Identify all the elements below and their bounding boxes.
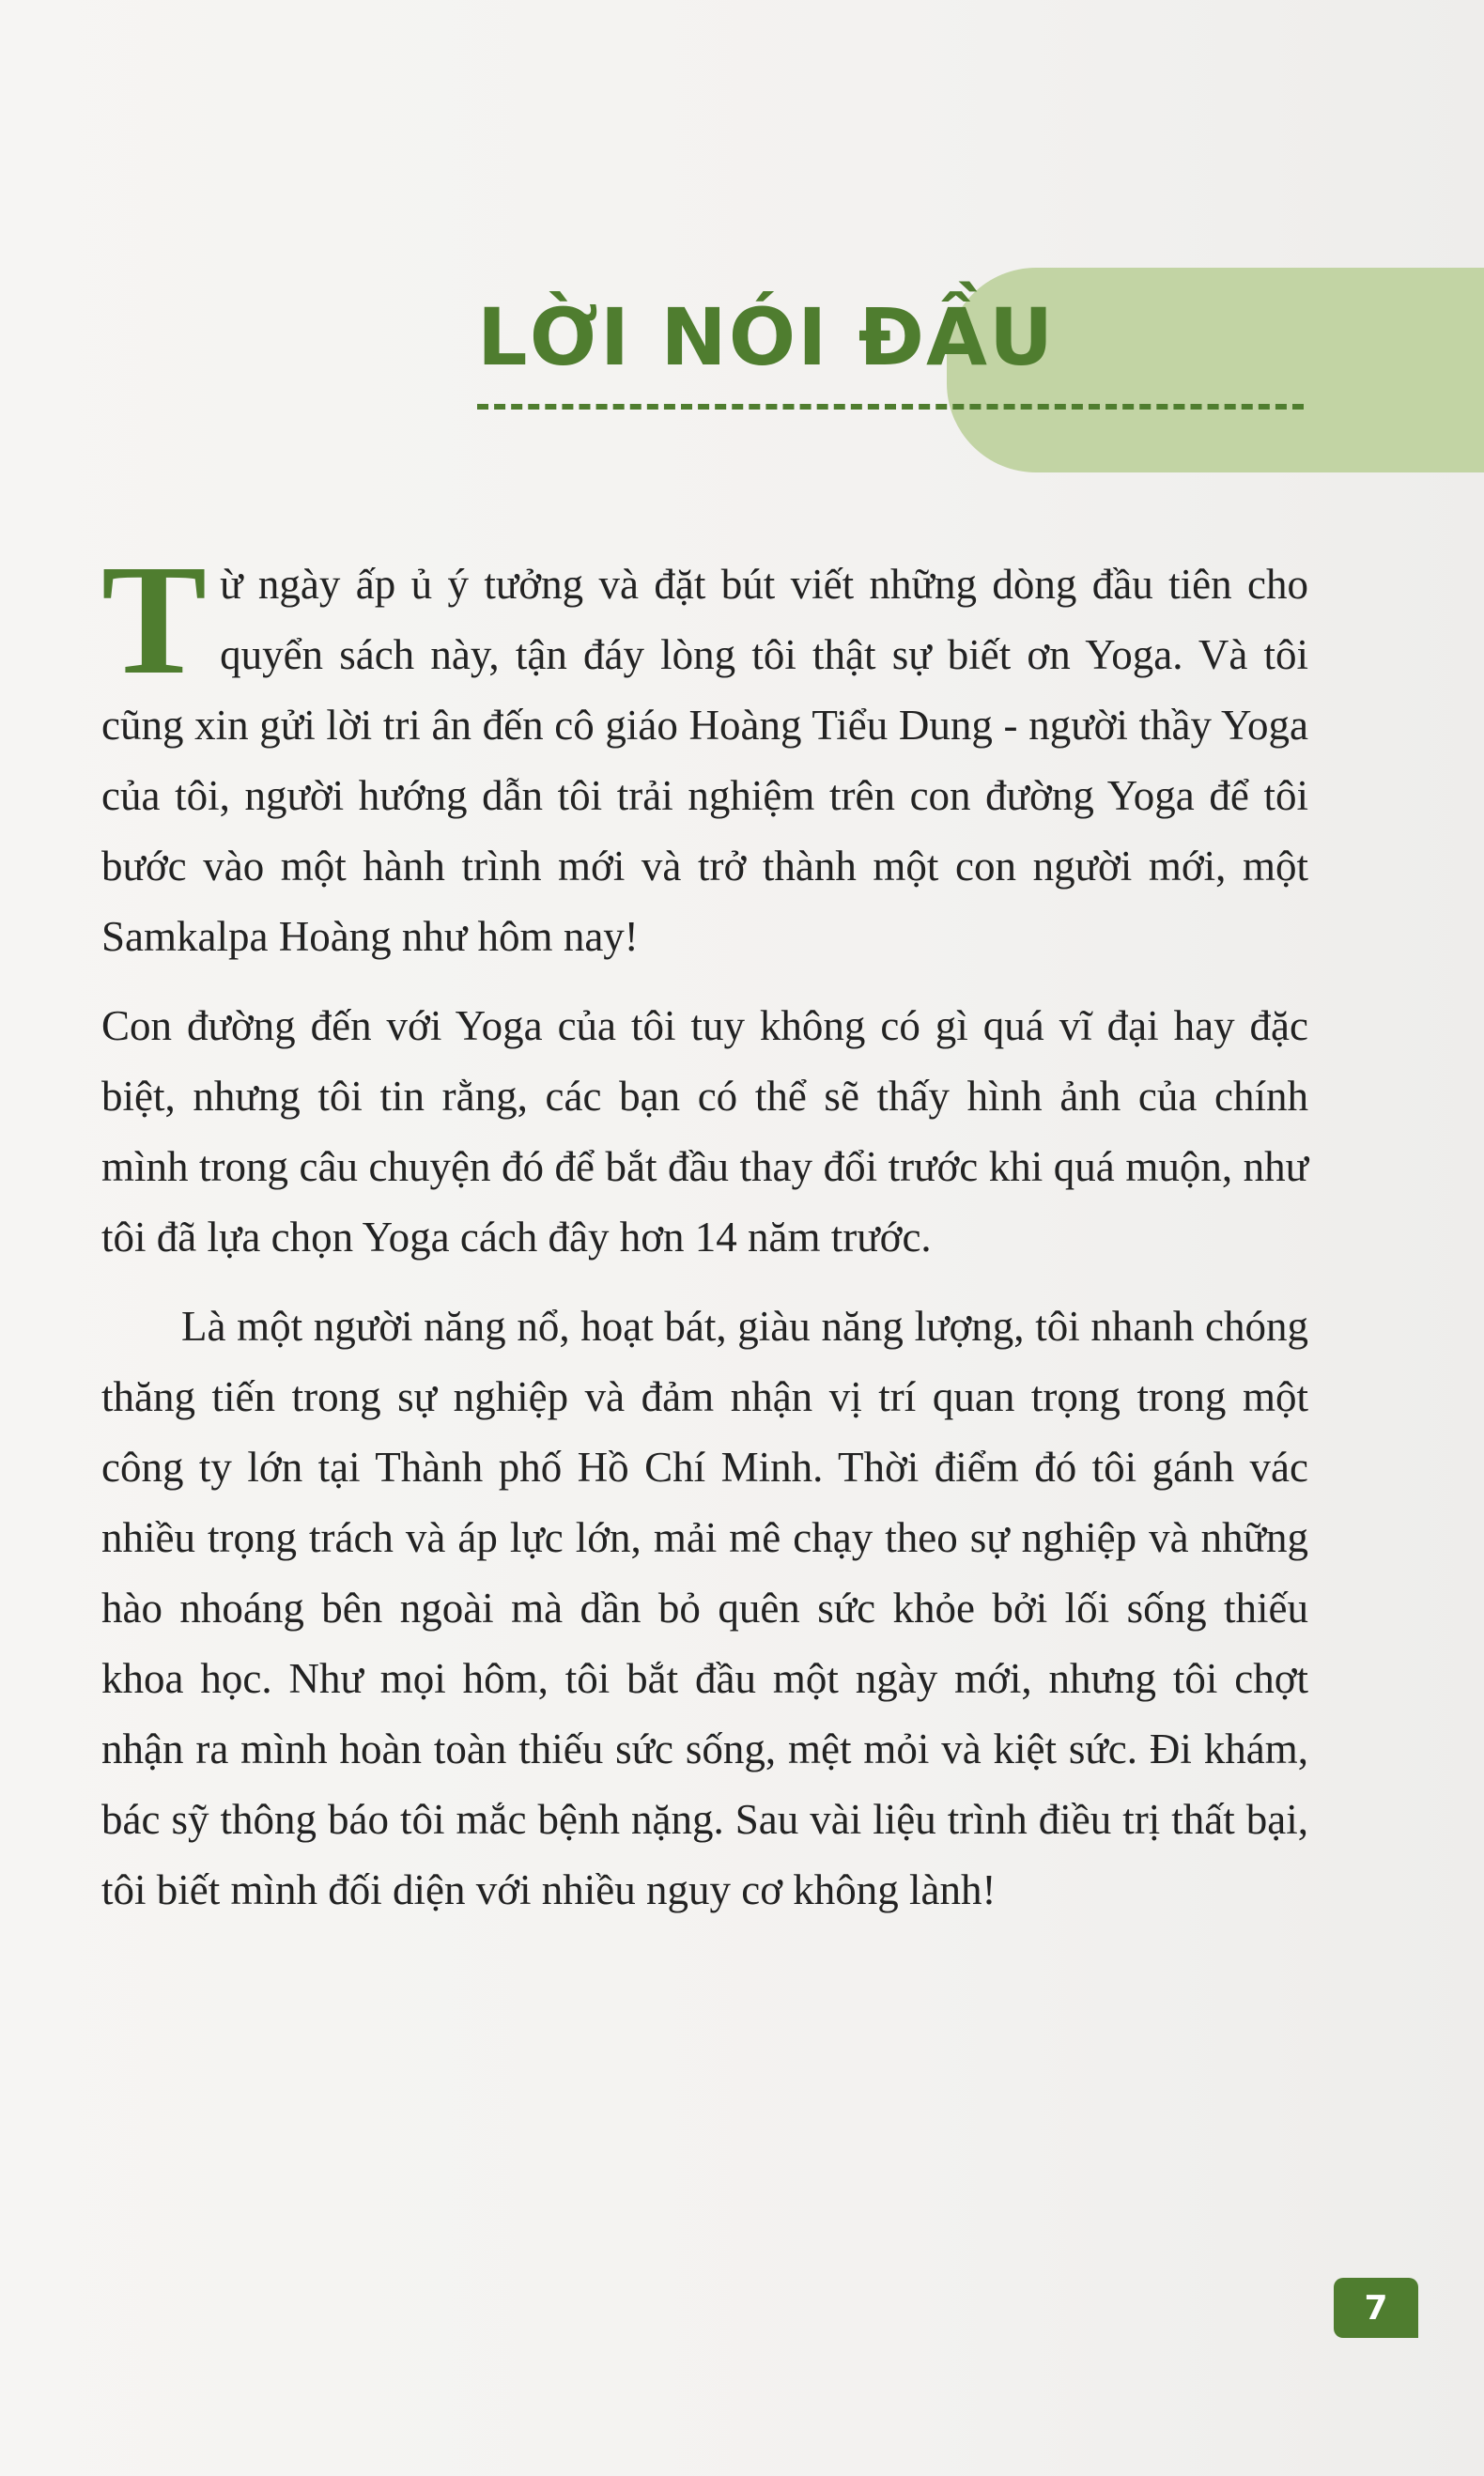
page-number: 7	[1364, 2288, 1388, 2328]
title-dashed-divider	[477, 404, 1304, 410]
page-number-badge	[1334, 2278, 1418, 2338]
body-text	[101, 533, 1308, 1944]
paragraph-3: Là một người năng nổ, hoạt bát, giàu năng lượng, tôi nhanh chóng thăng tiến trong sự nghiệp và đảm nhận vị trí quan trọng trong một công ty lớn tại Thành phố Hồ Chí Minh. Thời điểm đó tôi gánh vác nhiều trọng trách và áp lực lớn, mải mê chạy theo sự nghiệp và những hào nhoáng bên ngoài mà dần bỏ quên sức khỏe bởi lối sống thiếu khoa học. Như mọi hôm, tôi bắt đầu một ngày mới, nhưng tôi chợt nhận ra mình hoàn toàn thiếu sức sống, mệt mỏi và kiệt sức. Đi khám, bác sỹ thông báo tôi mắc bệnh nặng. Sau vài liệu trình điều trị thất bại, tôi biết mình đối diện với nhiều nguy cơ không lành!	[101, 1303, 1308, 1913]
paragraph-2: Con đường đến với Yoga của tôi tuy không có gì quá vĩ đại hay đặc biệt, nhưng tôi tin rằng, các bạn có thể sẽ thấy hình ảnh của chính mình trong câu chuyện đó để bắt đầu thay đổi trước khi quá muộn, như tôi đã lựa chọn Yoga cách đây hơn 14 năm trước.	[101, 1002, 1308, 1261]
page-title: LỜI NÓI ĐẦU	[477, 291, 1056, 383]
paragraph-1-text: ừ ngày ấp ủ ý tưởng và đặt bút viết những dòng đầu tiên cho quyển sách này, tận đáy lòng tôi thật sự biết ơn Yoga. Và tôi cũng xin gửi lời tri ân đến cô giáo Hoàng Tiểu Dung - người thầy Yoga của tôi, người hướng dẫn tôi trải nghiệm trên con đường Yoga để tôi bước vào một hành trình mới và trở thành một con người mới, một Samkalpa Hoàng như hôm nay!	[101, 561, 1308, 960]
paragraph-1	[101, 533, 1308, 972]
drop-cap: T	[101, 533, 208, 707]
